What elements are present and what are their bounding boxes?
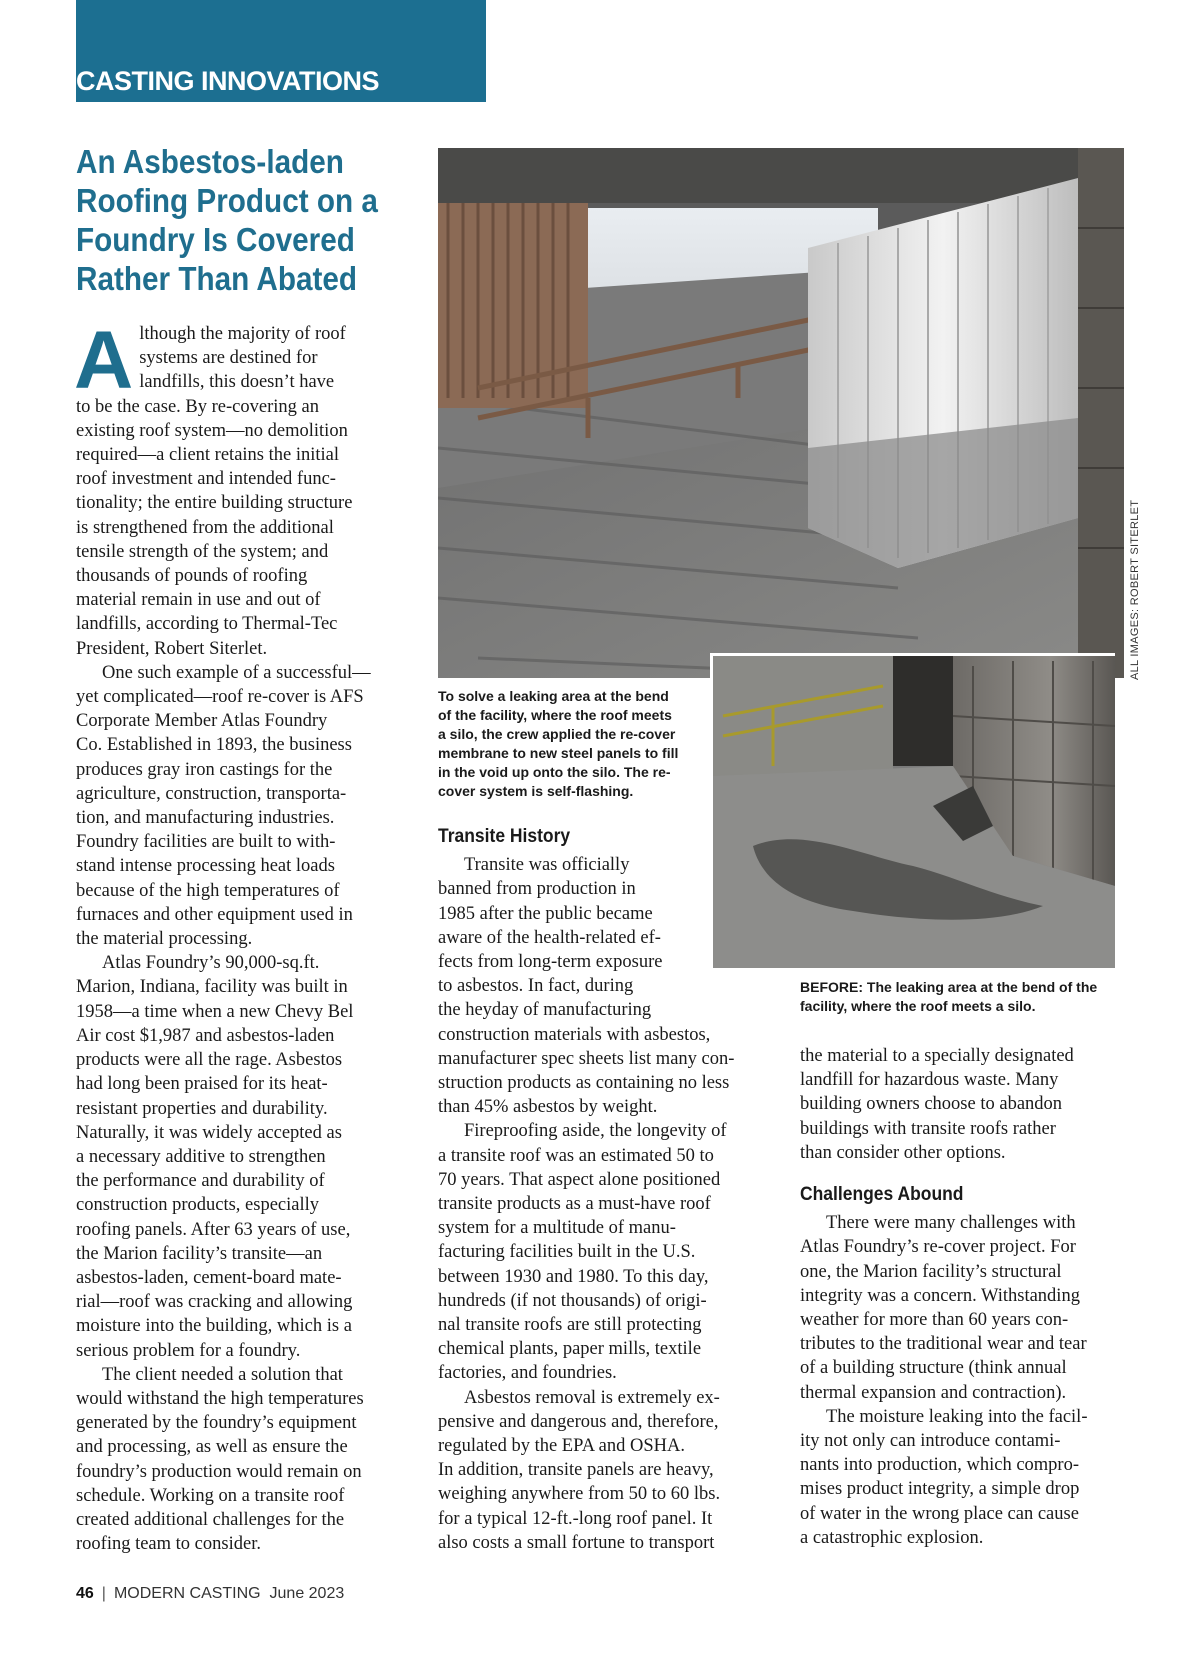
text-line: nants into production, which compro- [800, 1455, 1079, 1476]
text-line: thousands of pounds of roofing [76, 566, 308, 587]
body-paragraph [800, 1405, 1130, 1550]
issue-date: June 2023 [269, 1585, 345, 1602]
body-paragraph [438, 853, 778, 1119]
text-line: rial—roof was cracking and allowing [76, 1292, 353, 1313]
section-label: CASTING INNOVATIONS [76, 66, 380, 96]
text-line: systems are destined for [139, 348, 318, 369]
caption-line: To solve a leaking area at the bend [438, 688, 669, 704]
caption-line: of the facility, where the roof meets [438, 707, 672, 723]
text-line: is strengthened from the additional [76, 517, 334, 538]
caption-line: cover system is self-flashing. [438, 783, 634, 799]
text-line: hundreds (if not thousands) of origi- [438, 1290, 707, 1311]
text-line: the heyday of manufacturing [438, 1000, 652, 1021]
column-3 [800, 1044, 1130, 1550]
text-line: to be the case. By re-covering an [76, 396, 319, 417]
text-line: generated by the foundry’s equipment [76, 1413, 357, 1434]
text-line: Atlas Foundry’s 90,000-sq.ft. [102, 953, 320, 974]
subheading-transite-history: Transite History [438, 826, 571, 847]
text-line: landfill for hazardous waste. Many [800, 1070, 1059, 1091]
headline [76, 142, 416, 298]
column-2 [438, 825, 778, 1555]
photo-recover-silo-image [438, 148, 1124, 678]
text-line: resistant properties and durability. [76, 1098, 328, 1119]
text-line: because of the high temperatures of [76, 880, 340, 901]
text-line: The client needed a solution that [102, 1364, 343, 1385]
text-line: tributes to the traditional wear and tear [800, 1334, 1087, 1355]
drop-cap: A [74, 315, 134, 406]
caption-line: in the void up onto the silo. The re- [438, 764, 671, 780]
body-paragraph [76, 1363, 406, 1557]
text-line: landfills, according to Thermal-Tec [76, 614, 338, 635]
text-line: President, Robert Siterlet. [76, 638, 268, 659]
text-line: Atlas Foundry’s re-cover project. For [800, 1237, 1076, 1258]
text-line: Co. Established in 1893, the business [76, 735, 352, 756]
text-line: construction products, especially [76, 1195, 320, 1216]
body-paragraph [438, 1119, 778, 1385]
body-paragraph [800, 1044, 1130, 1165]
headline-line: An Asbestos-laden [76, 143, 344, 180]
text-line: mises product integrity, a simple drop [800, 1479, 1080, 1500]
text-line: of a building structure (think annual [800, 1358, 1067, 1379]
text-line: the performance and durability of [76, 1171, 325, 1192]
text-line: transite products as a must-have roof [438, 1194, 711, 1215]
text-line: existing roof system—no demolition [76, 420, 348, 441]
headline-line: Rather Than Abated [76, 260, 358, 297]
text-line: landfills, this doesn’t have [139, 372, 335, 393]
text-line: schedule. Working on a transite roof [76, 1485, 345, 1506]
text-line: the material to a specially designated [800, 1046, 1074, 1066]
text-line: weather for more than 60 years con- [800, 1310, 1069, 1331]
text-line: one, the Marion facility’s structural [800, 1261, 1062, 1282]
text-line: Fireproofing aside, the longevity of [464, 1121, 727, 1142]
text-line: foundry’s production would remain on [76, 1461, 362, 1482]
text-line: tionality; the entire building structure [76, 493, 353, 514]
body-paragraph [76, 661, 406, 951]
text-line: asbestos-laden, cement-board mate- [76, 1267, 342, 1288]
caption-recover [438, 687, 708, 801]
text-line: aware of the health-related ef- [438, 927, 661, 948]
caption-line: facility, where the roof meets a silo. [800, 998, 1036, 1014]
caption-before [800, 978, 1120, 1016]
text-line: banned from production in [438, 879, 636, 900]
text-line: agriculture, construction, transporta- [76, 783, 347, 804]
text-line: factories, and foundries. [438, 1363, 617, 1384]
text-line: 1958—a time when a new Chevy Bel [76, 1001, 354, 1022]
text-line: system for a multitude of manu- [438, 1218, 676, 1239]
text-line: In addition, transite panels are heavy, [438, 1460, 714, 1481]
text-line: lthough the majority of roof [139, 324, 346, 344]
text-line: had long been praised for its heat- [76, 1074, 328, 1095]
body-paragraph [438, 1386, 778, 1555]
text-line: furnaces and other equipment used in [76, 904, 353, 925]
photo-recover-silo [438, 148, 1124, 678]
text-line: tion, and manufacturing industries. [76, 808, 335, 829]
text-line: thermal expansion and contraction). [800, 1382, 1067, 1403]
text-line: weighing anywhere from 50 to 60 lbs. [438, 1484, 721, 1505]
text-line: than 45% asbestos by weight. [438, 1097, 658, 1118]
headline-line: Roofing Product on a [76, 182, 378, 219]
text-line: to asbestos. In fact, during [438, 976, 634, 997]
text-line: Marion, Indiana, facility was built in [76, 977, 348, 998]
text-line: Corporate Member Atlas Foundry [76, 711, 328, 732]
caption-line: BEFORE: The leaking area at the bend of the [800, 979, 1098, 995]
text-line: would withstand the high temperatures [76, 1388, 364, 1409]
text-line: regulated by the EPA and OSHA. [438, 1436, 685, 1457]
text-line: pensive and dangerous and, therefore, [438, 1411, 719, 1432]
text-line: chemical plants, paper mills, textile [438, 1339, 702, 1360]
text-line: serious problem for a foundry. [76, 1340, 301, 1361]
text-line: Air cost $1,987 and asbestos-laden [76, 1025, 335, 1046]
text-line: building owners choose to abandon [800, 1094, 1063, 1115]
photo-credit: ALL IMAGES: ROBERT SITERLET [1129, 499, 1141, 680]
headline-line: Foundry Is Covered [76, 221, 355, 258]
text-line: for a typical 12-ft.-long roof panel. It [438, 1508, 713, 1529]
text-line: the Marion facility’s transite—an [76, 1243, 323, 1264]
text-line: One such example of a successful— [102, 662, 371, 683]
text-line: fects from long-term exposure [438, 952, 663, 973]
text-line: The moisture leaking into the facil- [826, 1406, 1088, 1427]
text-line: created additional challenges for the [76, 1509, 345, 1530]
page-footer [76, 1585, 344, 1603]
body-paragraph [74, 315, 406, 661]
text-line: roofing team to consider. [76, 1534, 261, 1555]
text-line: Transite was officially [464, 855, 630, 876]
text-line: the material processing. [76, 929, 253, 950]
text-line: stand intense processing heat loads [76, 856, 335, 877]
text-line: also costs a small fortune to transport [438, 1532, 715, 1553]
text-line: struction products as containing no less [438, 1073, 730, 1094]
body-paragraph [76, 951, 406, 1362]
text-line: ity not only can introduce contami- [800, 1431, 1061, 1452]
text-line: roofing panels. After 63 years of use, [76, 1219, 351, 1240]
text-line: construction materials with asbestos, [438, 1024, 711, 1045]
text-line: Naturally, it was widely accepted as [76, 1122, 342, 1143]
text-line: buildings with transite roofs rather [800, 1118, 1056, 1139]
text-line: integrity was a concern. Withstanding [800, 1285, 1080, 1306]
text-line: required—a client retains the initial [76, 445, 340, 466]
magazine-name: MODERN CASTING [113, 1585, 261, 1602]
text-line: nal transite roofs are still protecting [438, 1315, 702, 1336]
text-line: and processing, as well as ensure the [76, 1437, 348, 1458]
text-line: roof investment and intended func- [76, 469, 336, 490]
text-line: products were all the rage. Asbestos [76, 1050, 343, 1071]
footer-separator: | [101, 1585, 106, 1602]
text-line: manufacturer spec sheets list many con- [438, 1048, 735, 1069]
body-paragraph [800, 1211, 1130, 1405]
subheading-challenges-abound: Challenges Abound [800, 1184, 964, 1206]
text-line: produces gray iron castings for the [76, 759, 333, 780]
text-line: a catastrophic explosion. [800, 1527, 984, 1548]
text-line: Foundry facilities are built to with- [76, 832, 336, 853]
caption-line: membrane to new steel panels to fill [438, 745, 679, 761]
page-number: 46 [76, 1585, 94, 1602]
text-line: There were many challenges with [826, 1213, 1076, 1234]
text-line: than consider other options. [800, 1142, 1006, 1163]
text-line: tensile strength of the system; and [76, 541, 329, 562]
text-line: 1985 after the public became [438, 903, 653, 924]
text-line: yet complicated—roof re-cover is AFS [76, 687, 364, 708]
text-line: Asbestos removal is extremely ex- [464, 1387, 720, 1408]
text-line: of water in the wrong place can cause [800, 1503, 1079, 1524]
text-line: material remain in use and out of [76, 590, 321, 611]
text-line: a transite roof was an estimated 50 to [438, 1145, 714, 1166]
text-line: a necessary additive to strengthen [76, 1146, 326, 1167]
text-line: moisture into the building, which is a [76, 1316, 352, 1337]
caption-line: a silo, the crew applied the re-cover [438, 726, 676, 742]
column-1 [74, 315, 406, 1556]
text-line: facturing facilities built in the U.S. [438, 1242, 696, 1263]
text-line: between 1930 and 1980. To this day, [438, 1266, 709, 1287]
text-line: 70 years. That aspect alone positioned [438, 1169, 721, 1190]
